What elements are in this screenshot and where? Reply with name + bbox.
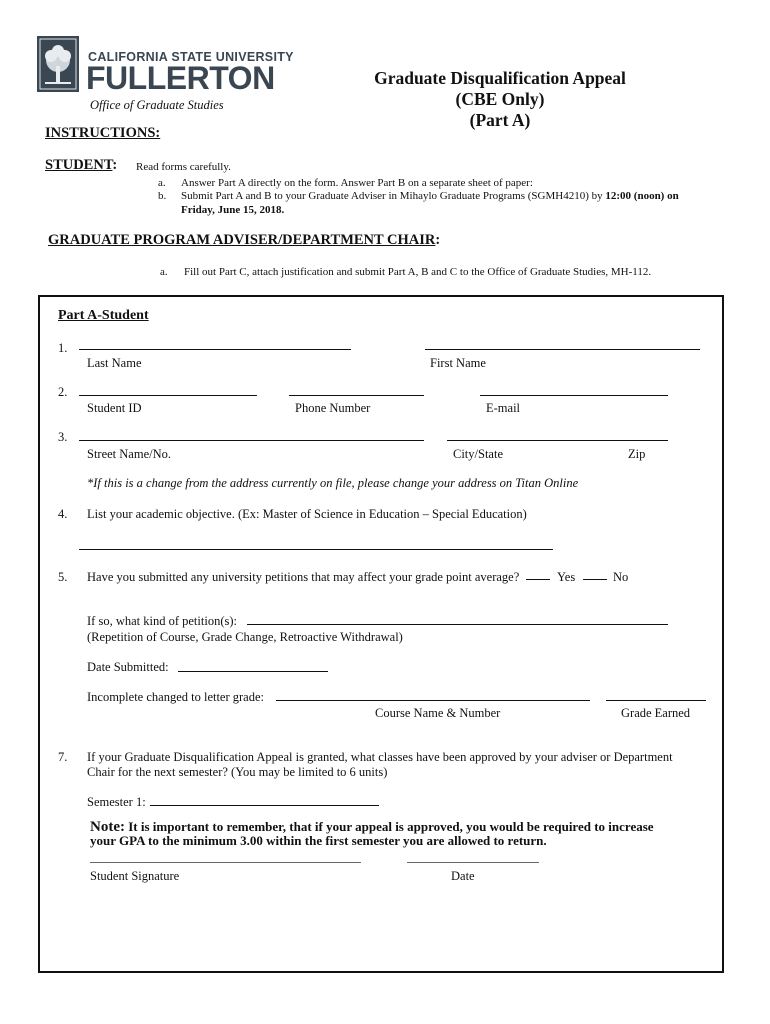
semester-label: Semester 1:	[87, 795, 146, 809]
email-field[interactable]	[480, 395, 668, 396]
student-instruction-text: Read forms carefully.	[136, 161, 231, 173]
office-name: Office of Graduate Studies	[90, 98, 224, 112]
adviser-heading-text: GRADUATE PROGRAM ADVISER/DEPARTMENT CHAIR	[48, 232, 436, 248]
q7-line1: If your Graduate Disqualification Appeal is granted, what classes have been approved by your adviser or Department	[87, 750, 673, 764]
first-name-label: First Name	[430, 356, 486, 370]
incomplete-label: Incomplete changed to letter grade:	[87, 690, 265, 704]
semester-1-field[interactable]	[150, 805, 379, 806]
q7-line2: Chair for the next semester? (You may be limited to 6 units)	[87, 765, 388, 779]
instruction-b-text-main: Submit Part A and B to your Graduate Adviser in Mihaylo Graduate Programs (SGMH4210) by	[181, 190, 606, 202]
q4-text: List your academic objective. (Ex: Master of Science in Education – Special Education)	[87, 507, 527, 521]
q7-number: 7.	[58, 750, 68, 764]
q4-number: 4.	[58, 507, 68, 521]
adviser-heading	[48, 232, 440, 249]
last-name-label: Last Name	[87, 356, 142, 370]
tree-icon	[37, 36, 79, 92]
date-submitted-label: Date Submitted:	[87, 660, 169, 674]
student-id-field[interactable]	[79, 395, 257, 396]
student-label-text: STUDENT	[45, 157, 113, 173]
signature-date-field[interactable]	[407, 862, 539, 863]
instruction-b-marker: b.	[158, 190, 167, 202]
instruction-a-text: Answer Part A directly on the form. Answer Part B on a separate sheet of paper:	[181, 177, 533, 189]
university-name-line1: CALIFORNIA STATE UNIVERSITY	[88, 50, 294, 64]
petition-field[interactable]	[247, 624, 668, 625]
no-blank[interactable]	[583, 579, 607, 580]
university-name-line2: FULLERTON	[86, 60, 275, 96]
adviser-item-text: Fill out Part C, attach justification and submit Part A, B and C to the Office of Graduate Studies, MH-112.	[184, 266, 652, 278]
gpa-note	[90, 820, 730, 847]
zip-label: Zip	[628, 447, 646, 461]
student-label-colon: :	[112, 157, 118, 173]
student-label	[45, 157, 117, 174]
no-label: No	[613, 570, 629, 584]
signature-date-label: Date	[451, 869, 475, 883]
part-a-heading: Part A-Student	[58, 308, 149, 323]
document-title	[360, 68, 640, 131]
instruction-b-deadline: 12:00 (noon) on	[605, 190, 679, 202]
petition-label: If so, what kind of petition(s):	[87, 614, 237, 628]
adviser-heading-colon: :	[435, 232, 441, 248]
street-label: Street Name/No.	[87, 447, 172, 461]
q1-number: 1.	[58, 341, 68, 355]
course-name-field[interactable]	[276, 700, 590, 701]
title-line-1: Graduate Disqualification Appeal	[374, 68, 626, 88]
q5-number: 5.	[58, 570, 68, 584]
student-signature-label: Student Signature	[90, 869, 180, 883]
university-seal-logo	[37, 36, 79, 92]
note-label: Note:	[90, 819, 125, 835]
student-signature-field[interactable]	[90, 862, 361, 863]
academic-objective-field[interactable]	[79, 549, 553, 550]
petition-examples: (Repetition of Course, Grade Change, Retroactive Withdrawal)	[87, 630, 403, 644]
instruction-b-text	[181, 190, 679, 202]
q5-text: Have you submitted any university petitions that may affect your grade point average?	[87, 570, 520, 584]
city-state-label: City/State	[453, 447, 503, 461]
q2-number: 2.	[58, 385, 68, 399]
note-text-line2: your GPA to the minimum 3.00 within the first semester you are allowed to return.	[90, 833, 547, 848]
title-line-3: (Part A)	[469, 110, 531, 130]
first-name-field[interactable]	[425, 349, 700, 350]
phone-number-field[interactable]	[289, 395, 424, 396]
grade-earned-label: Grade Earned	[621, 706, 691, 720]
city-state-zip-field[interactable]	[447, 440, 668, 441]
instruction-a-marker: a.	[158, 177, 166, 189]
phone-number-label: Phone Number	[295, 401, 371, 415]
email-label: E-mail	[486, 401, 521, 415]
instruction-b-deadline-date: Friday, June 15, 2018.	[181, 204, 285, 216]
last-name-field[interactable]	[79, 349, 351, 350]
course-name-label: Course Name & Number	[375, 706, 501, 720]
address-change-note: *If this is a change from the address currently on file, please change your address on Titan Online	[87, 476, 579, 490]
yes-label: Yes	[557, 570, 576, 584]
date-submitted-field[interactable]	[178, 671, 328, 672]
instructions-heading: INSTRUCTIONS:	[45, 125, 161, 141]
q3-number: 3.	[58, 430, 68, 444]
adviser-item-marker: a.	[160, 266, 168, 278]
title-line-2: (CBE Only)	[455, 89, 545, 109]
student-id-label: Student ID	[87, 401, 142, 415]
yes-blank[interactable]	[526, 579, 550, 580]
street-field[interactable]	[79, 440, 424, 441]
grade-earned-field[interactable]	[606, 700, 706, 701]
note-text-line1: It is important to remember, that if your appeal is approved, you would be required to increase	[124, 819, 654, 834]
